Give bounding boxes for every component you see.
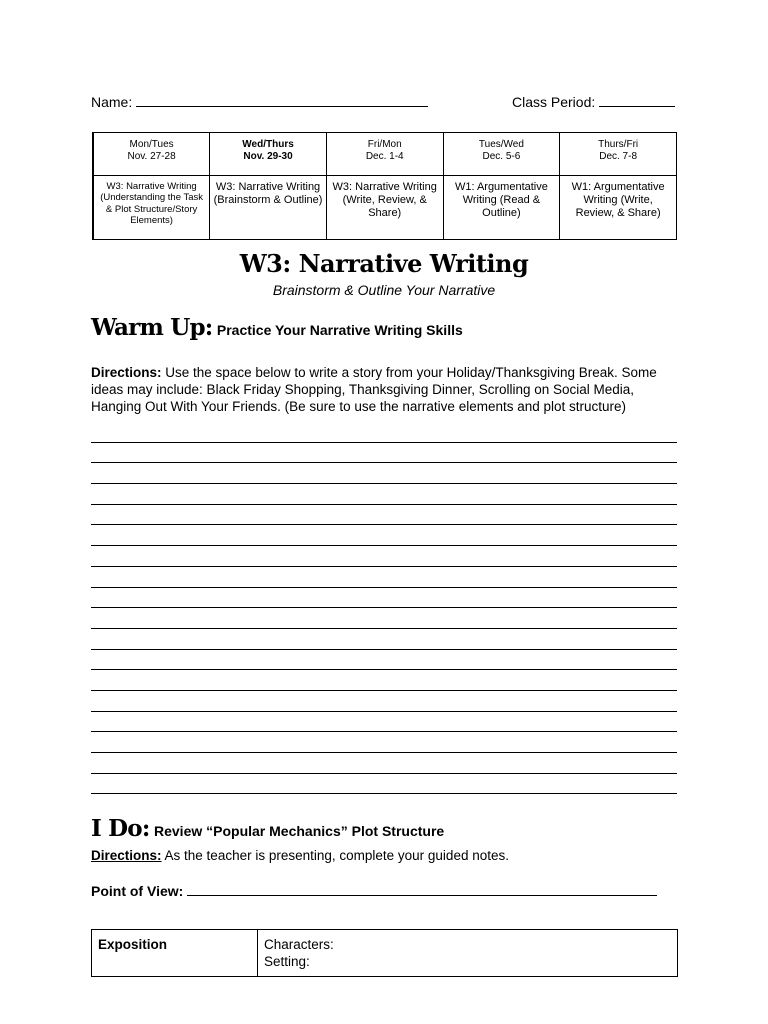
directions-label: Directions: (91, 848, 162, 863)
i-do-subtitle: Review “Popular Mechanics” Plot Structure (154, 823, 445, 839)
setting-label: Setting: (264, 954, 310, 969)
date-label: Nov. 29-30 (243, 151, 293, 162)
i-do-title: I Do: (91, 815, 150, 842)
day-label: Thurs/Fri (598, 139, 639, 150)
writing-area[interactable] (91, 422, 677, 794)
date-label: Dec. 1-4 (365, 151, 404, 162)
writing-line[interactable] (91, 753, 677, 774)
writing-line[interactable] (91, 588, 677, 609)
schedule-day-cell (93, 133, 210, 176)
writing-line[interactable] (91, 712, 677, 733)
schedule-day-cell (560, 133, 677, 176)
directions-text: As the teacher is presenting, complete your guided notes. (164, 848, 509, 863)
class-period-label: Class Period: (512, 94, 596, 110)
date-label: Dec. 5-6 (482, 151, 521, 162)
page-title: W3: Narrative Writing (239, 249, 529, 278)
schedule-day-cell (326, 133, 443, 176)
i-do-heading (91, 815, 444, 842)
day-label: Tues/Wed (478, 139, 524, 150)
name-label: Name: (91, 94, 133, 110)
schedule-task-cell: W3: Narrative Writing (Understanding the Task & Plot Structure/Story Elements) (93, 176, 210, 240)
directions-label: Directions: (91, 365, 162, 380)
day-label: Mon/Tues (129, 139, 174, 150)
i-do-directions (91, 847, 681, 864)
exposition-row (92, 930, 678, 977)
writing-line[interactable] (91, 608, 677, 629)
warm-up-title: Warm Up: (91, 314, 213, 341)
name-field[interactable] (91, 92, 428, 110)
writing-line[interactable] (91, 443, 677, 464)
class-period-blank[interactable] (599, 92, 675, 107)
point-of-view-blank[interactable] (187, 881, 657, 896)
date-label: Nov. 27-28 (127, 151, 176, 162)
schedule-task-cell: W3: Narrative Writing (Brainstorm & Outline) (210, 176, 327, 240)
writing-line[interactable] (91, 484, 677, 505)
class-period-field[interactable] (512, 92, 675, 110)
day-label: Fri/Mon (367, 139, 402, 150)
writing-line[interactable] (91, 567, 677, 588)
writing-line[interactable] (91, 463, 677, 484)
schedule-task-cell: W3: Narrative Writing (Write, Review, & Share) (326, 176, 443, 240)
writing-line[interactable] (91, 650, 677, 671)
directions-text: Use the space below to write a story from your Holiday/Thanksgiving Break. Some ideas may include: Black Friday Shopping, Thanksgiving Dinner, Scrolling on Social Media, Hanging Out With Your Friends. (Be sure to use the narrative elements and plot structure) (91, 365, 657, 414)
day-label: Wed/Thurs (242, 139, 294, 150)
warm-up-subtitle: Practice Your Narrative Writing Skills (216, 322, 463, 338)
schedule-day-cell (210, 133, 327, 176)
warm-up-directions (91, 364, 681, 415)
writing-line[interactable] (91, 525, 677, 546)
writing-line[interactable] (91, 670, 677, 691)
point-of-view-field[interactable] (91, 881, 657, 899)
writing-line[interactable] (91, 732, 677, 753)
writing-line[interactable] (91, 505, 677, 526)
warm-up-heading (91, 314, 463, 341)
date-label: Dec. 7-8 (599, 151, 638, 162)
point-of-view-label: Point of View: (91, 883, 184, 899)
schedule-task-cell: W1: Argumentative Writing (Write, Review, & Share) (560, 176, 677, 240)
page-subtitle: Brainstorm & Outline Your Narrative (272, 282, 496, 298)
header-line (91, 92, 676, 112)
schedule-tasks-row (93, 176, 677, 240)
writing-line[interactable] (91, 546, 677, 567)
writing-line[interactable] (91, 774, 677, 795)
schedule-days-row (93, 133, 677, 176)
writing-line[interactable] (91, 422, 677, 443)
writing-line[interactable] (91, 691, 677, 712)
schedule-day-cell (443, 133, 560, 176)
name-blank[interactable] (136, 92, 428, 107)
exposition-label: Exposition (92, 930, 258, 977)
schedule-table (92, 132, 677, 240)
schedule-task-cell: W1: Argumentative Writing (Read & Outline) (443, 176, 560, 240)
exposition-notes[interactable] (258, 930, 678, 977)
characters-label: Characters: (264, 937, 334, 952)
writing-line[interactable] (91, 629, 677, 650)
exposition-table (91, 929, 678, 977)
